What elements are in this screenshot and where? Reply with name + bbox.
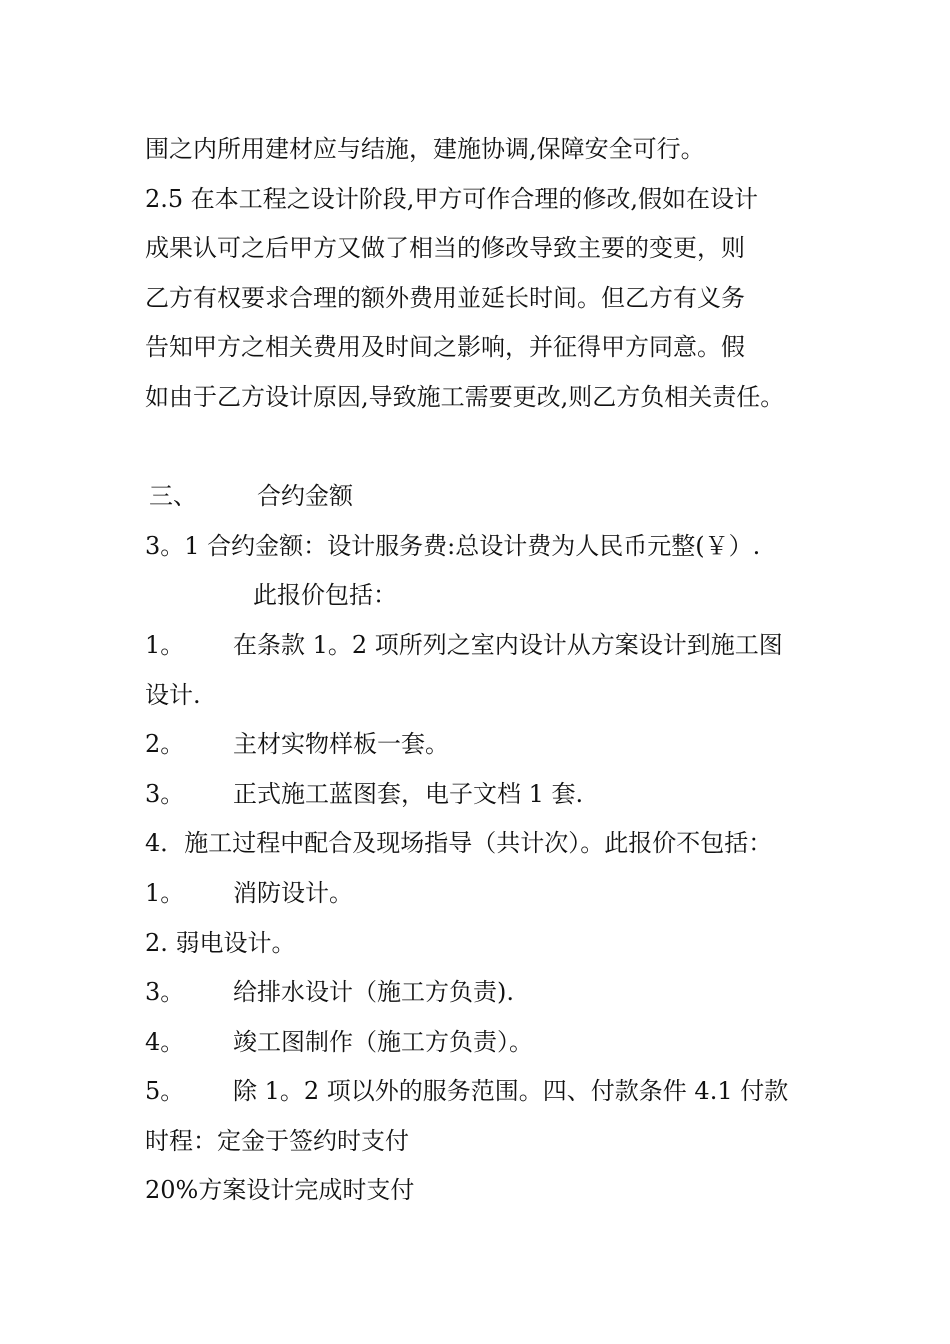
list-item: 2. 弱电设计。 xyxy=(145,928,296,957)
payment-line: 时程：定金于签约时支付 xyxy=(145,1126,409,1155)
list-text: 除 1。2 项以外的服务范围。四、付款条件 4.1 付款 xyxy=(233,1077,789,1106)
list-item xyxy=(145,770,815,820)
includes-heading: 此报价包括： xyxy=(253,581,397,610)
section-number: 三、 xyxy=(149,482,197,511)
list-text: 竣工图制作（施工方负责）。 xyxy=(233,1027,533,1056)
document-body xyxy=(145,125,815,1216)
list-number: 2。 xyxy=(145,730,185,759)
paragraph-line: 告知甲方之相关费用及时间之影响，并征得甲方同意。假 xyxy=(145,333,745,362)
list-text: 主材实物样板一套。 xyxy=(233,730,449,759)
item-4-line: 4．施工过程中配合及现场指导（共计次）。此报价不包括： xyxy=(145,829,773,858)
list-number: 4。 xyxy=(145,1027,185,1056)
list-text: 在条款 1。2 项所列之室内设计从方案设计到施工图 xyxy=(233,630,783,659)
list-item xyxy=(145,869,815,919)
list-number: 1。 xyxy=(145,630,185,659)
list-item xyxy=(145,968,815,1018)
list-text: 消防设计。 xyxy=(233,878,353,907)
list-item xyxy=(145,720,815,770)
paragraph-line: 2.5 在本工程之设计阶段,甲方可作合理的修改,假如在设计 xyxy=(145,184,759,213)
list-text: 给排水设计（施工方负责). xyxy=(233,978,514,1007)
payment-line: 20%方案设计完成时支付 xyxy=(145,1176,415,1205)
section-heading xyxy=(145,472,815,522)
paragraph-line: 围之内所用建材应与结施，建施协调,保障安全可行。 xyxy=(145,135,705,163)
list-item xyxy=(145,1018,815,1068)
list-item xyxy=(145,1067,815,1117)
list-number: 3。 xyxy=(145,978,185,1007)
paragraph-line: 成果认可之后甲方又做了相当的修改导致主要的变更，则 xyxy=(145,234,745,263)
list-item-continuation: 设计. xyxy=(145,680,201,709)
list-text: 正式施工蓝图套，电子文档 1 套. xyxy=(233,779,584,808)
list-item xyxy=(145,621,815,671)
section-title: 合约金额 xyxy=(257,482,353,511)
list-number: 5。 xyxy=(145,1077,185,1106)
list-number: 1。 xyxy=(145,878,185,907)
blank-line xyxy=(145,423,815,473)
list-number: 3。 xyxy=(145,779,185,808)
paragraph-line: 乙方有权要求合理的额外费用並延长时间。但乙方有义务 xyxy=(145,283,745,312)
clause-3-1: 3。1 合约金额：设计服务费:总设计费为人民币元整(￥）. xyxy=(145,531,761,560)
paragraph-line: 如由于乙方设计原因,导致施工需要更改,则乙方负相关责任。 xyxy=(145,382,785,411)
